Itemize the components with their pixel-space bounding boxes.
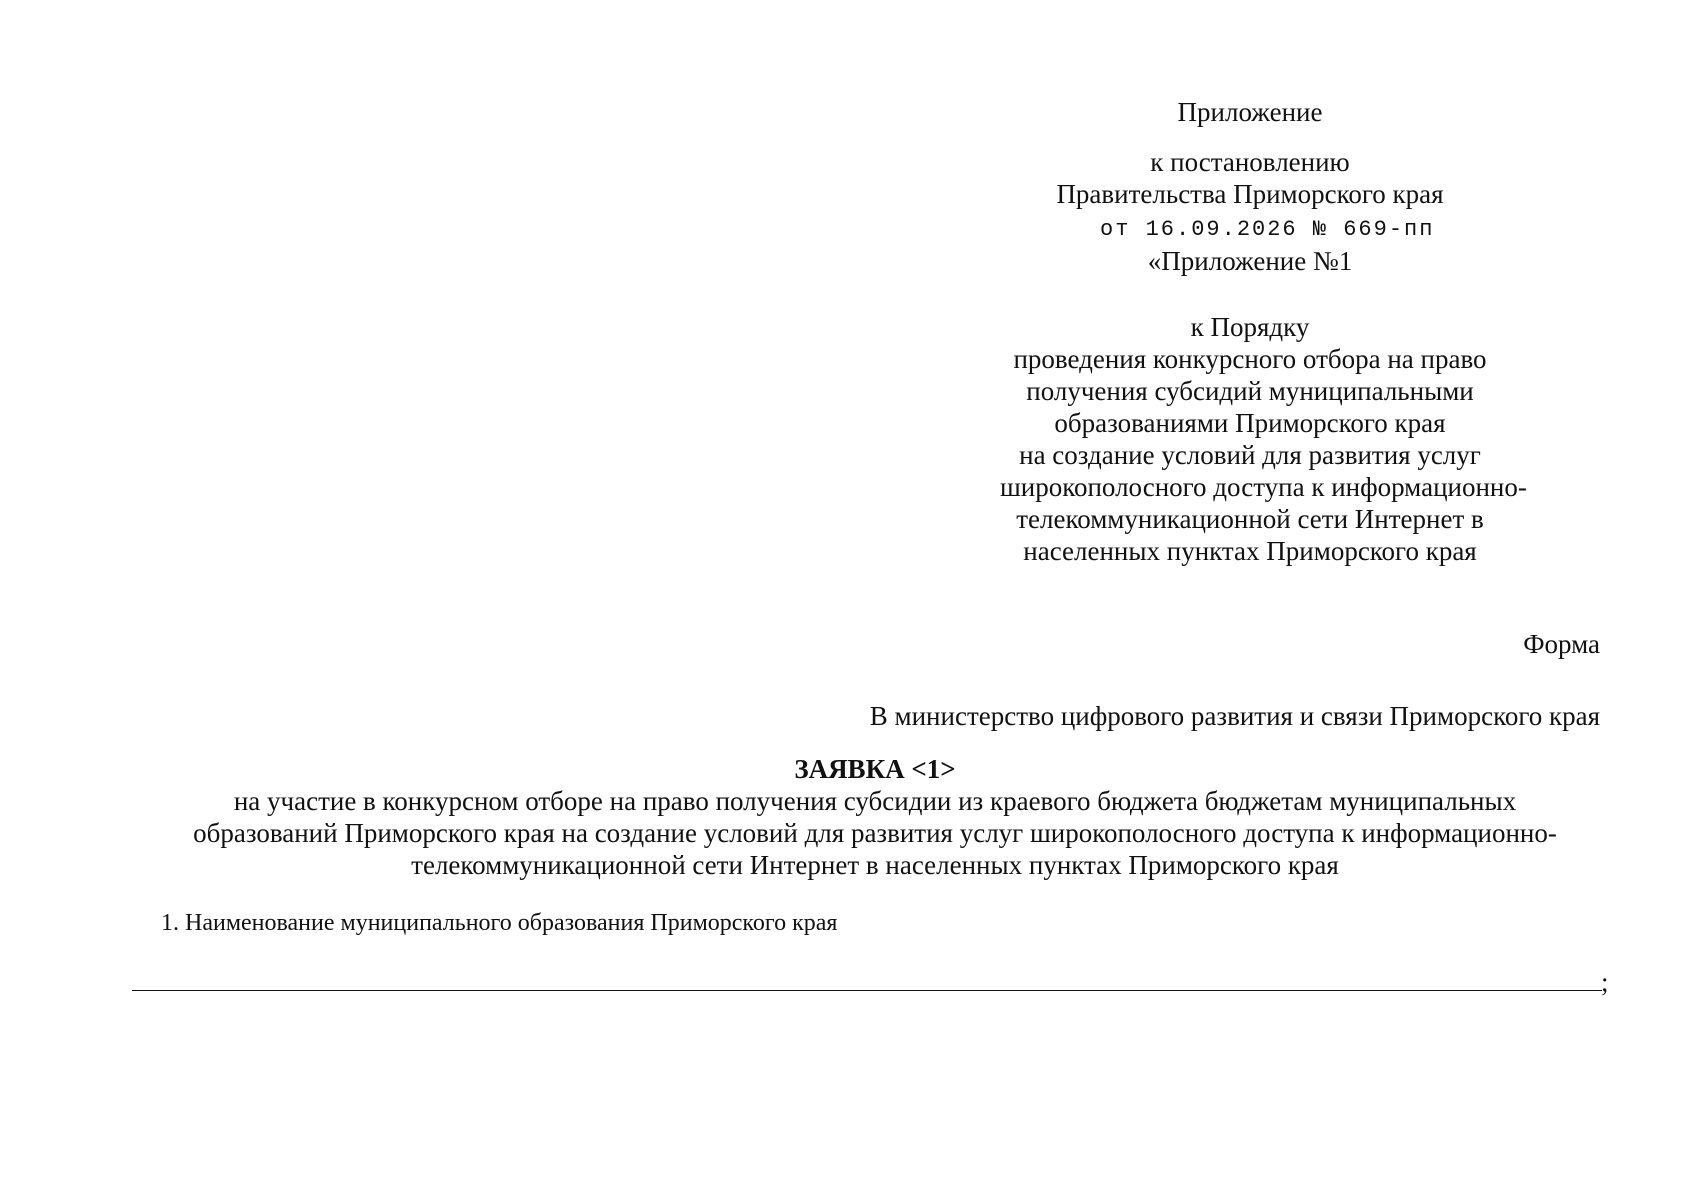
application-description-line: на участие в конкурсном отборе на право получения субсидии из краевого бюджета бюджетам муниципальных — [233, 786, 1517, 816]
government-text: Правительства Приморского края — [1056, 179, 1444, 209]
procedure-reference-block — [1000, 311, 1527, 567]
procedure-line: образованиями Приморского края — [1054, 408, 1446, 438]
appendix-number: «Приложение №1 — [1147, 246, 1353, 276]
procedure-line: телекоммуникационной сети Интернет в — [1016, 504, 1484, 534]
application-description-line: телекоммуникационной сети Интернет в населенных пунктах Приморского края — [411, 850, 1339, 880]
procedure-line: к Порядку — [1190, 312, 1310, 342]
blank-line-semicolon: ; — [1601, 967, 1609, 997]
form-label: Форма — [1523, 629, 1600, 659]
procedure-line: широкополосного доступа к информационно- — [1000, 472, 1527, 502]
procedure-line: получения субсидий муниципальными — [1026, 376, 1474, 406]
appendix-number-block — [990, 245, 1510, 277]
municipality-name-blank-line — [132, 990, 1602, 991]
resolution-date-number-stamp: от 16.09.2026 № 669-пп — [1100, 217, 1435, 242]
application-title-block — [100, 753, 1650, 881]
application-heading: ЗАЯВКА <1> — [794, 754, 956, 784]
application-description-line: образований Приморского края на создание условий для развития услуг широкополосного доступа к информационно- — [193, 818, 1557, 848]
procedure-line: на создание условий для развития услуг — [1019, 440, 1481, 470]
appendix-title-block — [990, 96, 1510, 128]
appendix-title: Приложение — [1177, 97, 1323, 127]
to-resolution-text: к постановлению — [1150, 147, 1350, 177]
addressee-text: В министерство цифрового развития и связи Приморского края — [869, 701, 1600, 731]
item-1-label: 1. Наименование муниципального образования Приморского края — [161, 910, 838, 936]
procedure-line: населенных пунктах Приморского края — [1023, 536, 1477, 566]
resolution-reference-block — [990, 146, 1510, 210]
procedure-line: проведения конкурсного отбора на право — [1013, 344, 1487, 374]
